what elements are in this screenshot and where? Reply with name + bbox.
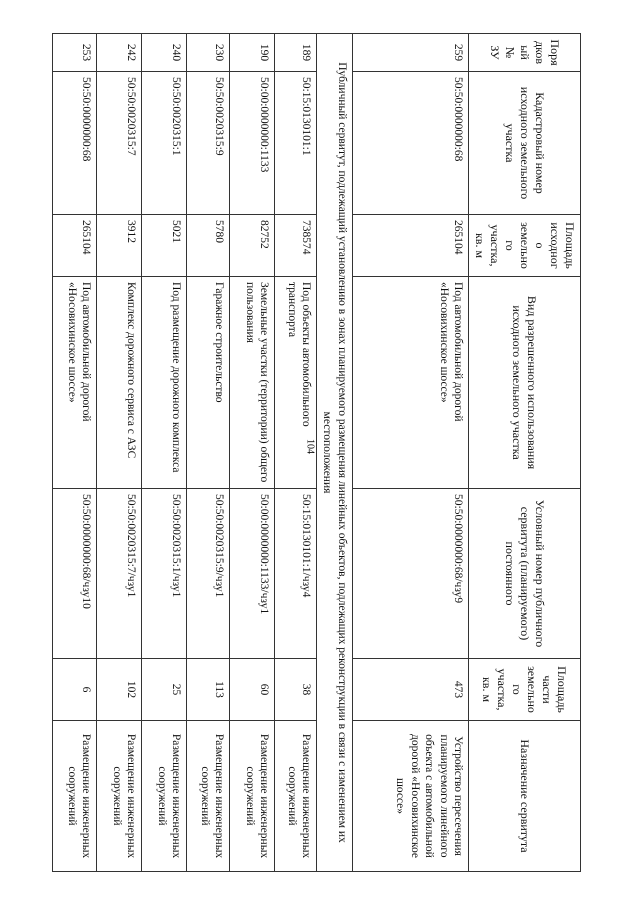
cell-number: 240 [142, 34, 187, 72]
cell-cadastral-number: 50:50:0020315:9 [187, 72, 230, 215]
cell-number: 253 [53, 34, 97, 72]
cell-permitted-use: Под автомобильной дорогой «Носовихинское шоссе» [53, 277, 97, 489]
cell-purpose: Устройство пересечения планируемого линейного объекта с автомобильной дорогой «Носовихинское шоссе» [353, 721, 469, 872]
cell-servitude-number: 50:50:0000000:68/чзу10 [53, 489, 97, 659]
cell-servitude-number: 50:50:0020315:1/чзу1 [142, 489, 187, 659]
cell-permitted-use: Под объекты автомобильного транспорта [275, 277, 317, 489]
cell-purpose: Размещение инженерных сооружений [142, 721, 187, 872]
table-row [53, 34, 97, 872]
servitude-table [52, 33, 581, 872]
cell-permitted-use: Гаражное строительство [187, 277, 230, 489]
cell-cadastral-number: 50:00:0000000:1133 [230, 72, 275, 215]
table-row [97, 34, 142, 872]
cell-part-area: 38 [275, 659, 317, 721]
cell-part-area: 473 [353, 659, 469, 721]
cell-part-area: 102 [97, 659, 142, 721]
cell-servitude-number: 50:50:0000000:68/чзу9 [353, 489, 469, 659]
header-part-area: Площадь части земельного участка, кв. м [469, 659, 581, 721]
cell-area: 265104 [353, 215, 469, 277]
cell-cadastral-number: 50:15:0130101:1 [275, 72, 317, 215]
table-row [230, 34, 275, 872]
cell-cadastral-number: 50:50:0020315:7 [97, 72, 142, 215]
cell-permitted-use: Комплекс дорожного сервиса с АЗС [97, 277, 142, 489]
table-header-row [469, 34, 581, 872]
cell-part-area: 25 [142, 659, 187, 721]
cell-number: 242 [97, 34, 142, 72]
cell-area: 5780 [187, 215, 230, 277]
rotated-table-container [61, 33, 581, 871]
header-servitude-number: Условный номер публичного сервитута (планируемого) постоянного [469, 489, 581, 659]
cell-cadastral-number: 50:50:0000000:68 [53, 72, 97, 215]
cell-area: 82752 [230, 215, 275, 277]
cell-purpose: Размещение инженерных сооружений [187, 721, 230, 872]
cell-purpose: Размещение инженерных сооружений [230, 721, 275, 872]
section-title: Публичный сервитут, подлежащий установлению в зонах планируемого размещения линейных объектов, подлежащих реконструкции в связи с изменением их местоположения [317, 34, 353, 872]
cell-purpose: Размещение инженерных сооружений [275, 721, 317, 872]
cell-part-area: 6 [53, 659, 97, 721]
cell-part-area: 60 [230, 659, 275, 721]
cell-purpose: Размещение инженерных сооружений [97, 721, 142, 872]
cell-cadastral-number: 50:50:0020315:1 [142, 72, 187, 215]
cell-servitude-number: 50:50:0020315:7/чзу1 [97, 489, 142, 659]
table-row [187, 34, 230, 872]
cell-number: 189 [275, 34, 317, 72]
cell-servitude-number: 50:50:0020315:9/чзу1 [187, 489, 230, 659]
cell-number: 259 [353, 34, 469, 72]
header-cadastral-number: Кадастровый номер исходного земельного участка [469, 72, 581, 215]
cell-number: 230 [187, 34, 230, 72]
header-number: Порядковый № ЗУ [469, 34, 581, 72]
cell-area: 5021 [142, 215, 187, 277]
section-row [317, 34, 353, 872]
cell-permitted-use: Под автомобильной дорогой «Носовихинское шоссе» [353, 277, 469, 489]
cell-servitude-number: 50:15:0130101:1/чзу4 [275, 489, 317, 659]
cell-permitted-use: Земельные участки (территории) общего пользования [230, 277, 275, 489]
cell-cadastral-number: 50:50:0000000:68 [353, 72, 469, 215]
table-row [275, 34, 317, 872]
cell-area: 738574 [275, 215, 317, 277]
cell-area: 265104 [53, 215, 97, 277]
cell-area: 3912 [97, 215, 142, 277]
cell-permitted-use: Под размещение дорожного комплекса [142, 277, 187, 489]
header-permitted-use: Вид разрешенного использования исходного земельного участка [469, 277, 581, 489]
cell-purpose: Размещение инженерных сооружений [53, 721, 97, 872]
cell-servitude-number: 50:00:0000000:1133/чзу1 [230, 489, 275, 659]
header-area: Площадь исходного земельного участка, кв. м [469, 215, 581, 277]
table-row [353, 34, 469, 872]
cell-part-area: 113 [187, 659, 230, 721]
page-number: 104 [304, 439, 316, 454]
table-row [142, 34, 187, 872]
header-purpose: Назначение сервитута [469, 721, 581, 872]
cell-number: 190 [230, 34, 275, 72]
